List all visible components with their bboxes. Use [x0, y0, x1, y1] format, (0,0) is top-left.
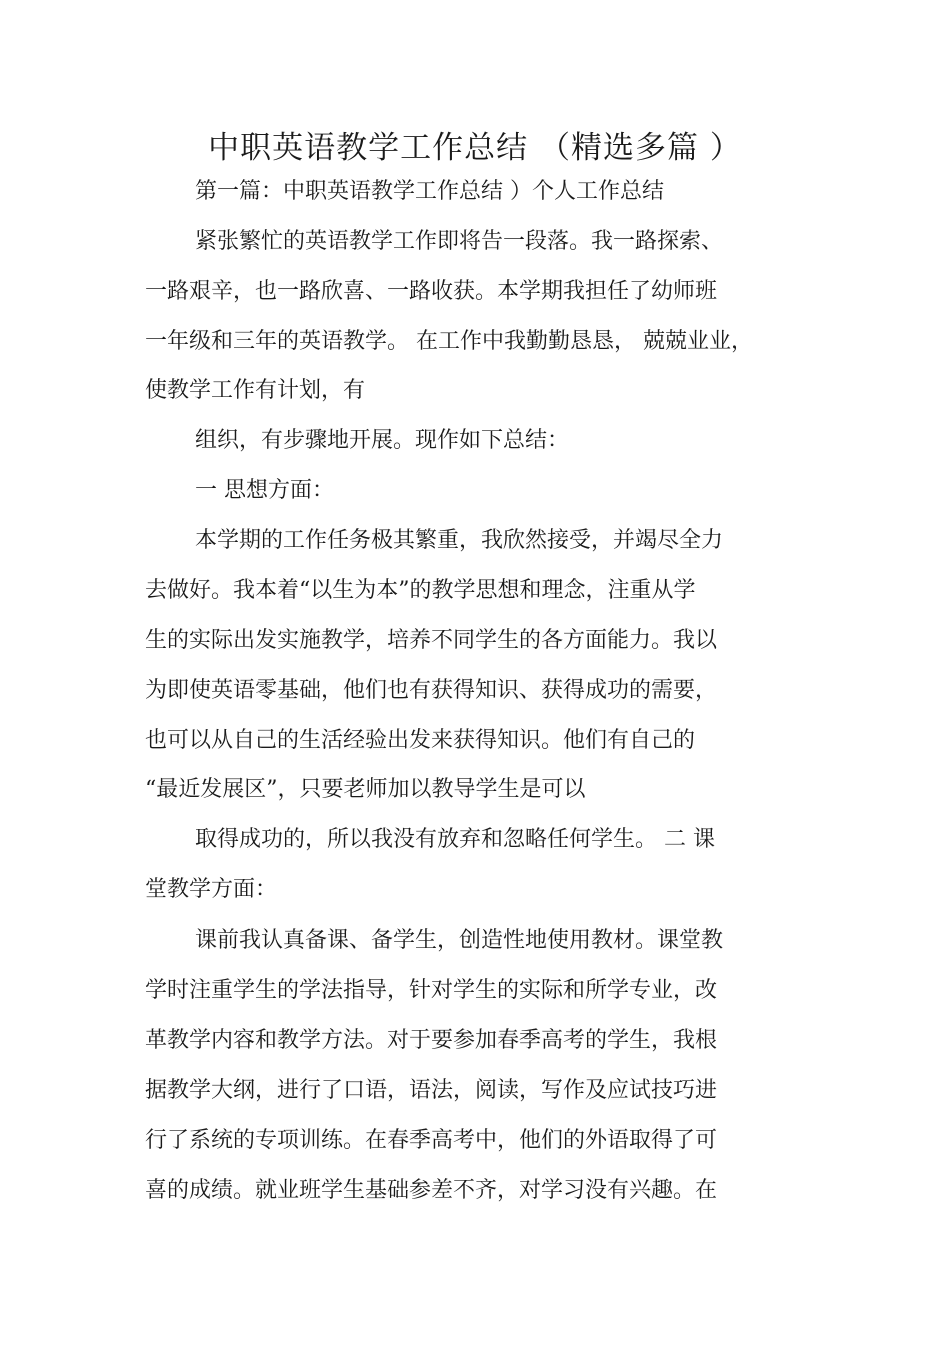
paragraph-line: 生的实际出发实施教学，培养不同学生的各方面能力。我以: [145, 628, 718, 653]
paragraph-line: 取得成功的，所以我没有放弃和忽略任何学生。 二 课: [195, 827, 715, 852]
paragraph-line: 堂教学方面：: [145, 877, 278, 902]
paragraph-line: 行了系统的专项训练。在春季高考中，他们的外语取得了可: [145, 1128, 718, 1153]
paragraph-line: 革教学内容和教学方法。对于要参加春季高考的学生，我根: [145, 1028, 718, 1053]
paragraph-line: 一年级和三年的英语教学。 在工作中我勤勤恳恳， 兢兢业业，: [145, 329, 753, 354]
paragraph-line: 据教学大纲，进行了口语，语法，阅读，写作及应试技巧进: [145, 1078, 718, 1103]
paragraph-line: 组织，有步骤地开展。现作如下总结：: [195, 428, 570, 453]
paragraph-line: 也可以从自己的生活经验出发来获得知识。他们有自己的: [145, 728, 696, 753]
paragraph-line: 为即使英语零基础，他们也有获得知识、获得成功的需要，: [145, 678, 718, 703]
paragraph-line: 本学期的工作任务极其繁重，我欣然接受，并竭尽全力: [195, 528, 724, 553]
subsection-heading: 一 思想方面：: [195, 478, 334, 503]
paragraph-line: 去做好。我本着“以生为本”的教学思想和理念，注重从学: [145, 578, 696, 603]
paragraph-line: 课前我认真备课、备学生，创造性地使用教材。课堂教: [195, 928, 724, 953]
paragraph-line: 紧张繁忙的英语教学工作即将告一段落。我一路探索、: [195, 229, 724, 254]
document-title: 中职英语教学工作总结 （精选多篇 ）: [208, 130, 742, 166]
paragraph-line: 喜的成绩。就业班学生基础参差不齐，对学习没有兴趣。在: [145, 1178, 718, 1203]
section-heading: 第一篇：中职英语教学工作总结 ）个人工作总结: [195, 179, 664, 204]
paragraph-line: “最近发展区”，只要老师加以教导学生是可以: [145, 777, 586, 802]
paragraph-line: 一路艰辛，也一路欣喜、一路收获。本学期我担任了幼师班: [145, 279, 718, 304]
paragraph-line: 学时注重学生的学法指导，针对学生的实际和所学专业，改: [145, 978, 718, 1003]
paragraph-line: 使教学工作有计划，有: [145, 378, 366, 403]
